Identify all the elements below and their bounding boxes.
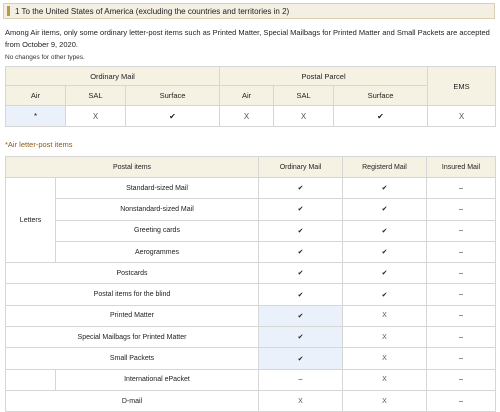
ordinary-cell: ✔ (259, 241, 343, 262)
empty-cell (6, 369, 56, 390)
note-text: No changes for other types. (5, 54, 85, 61)
table-row (6, 178, 496, 199)
insured-cell: – (427, 390, 496, 411)
item-name: Nonstandard-sized Mail (56, 199, 259, 220)
overview-cell: X (274, 106, 334, 127)
overview-ems-header: EMS (428, 67, 496, 106)
registered-cell: ✔ (343, 199, 427, 220)
overview-group-ordinary: Ordinary Mail (6, 67, 220, 86)
item-name: Small Packets (6, 348, 259, 369)
table-row (6, 390, 496, 411)
registered-cell: ✔ (343, 220, 427, 241)
registered-cell: ✔ (343, 241, 427, 262)
ordinary-cell: ✔ (259, 263, 343, 284)
insured-cell: – (427, 199, 496, 220)
registered-cell: ✔ (343, 263, 427, 284)
ordinary-cell: ✔ (259, 284, 343, 305)
item-name: Standard-sized Mail (56, 178, 259, 199)
ordinary-cell: ✔ (259, 178, 343, 199)
overview-cell: X (428, 106, 496, 127)
item-name: D-mail (6, 390, 259, 411)
ordinary-cell: X (259, 390, 343, 411)
insured-cell: – (427, 348, 496, 369)
ordinary-cell: – (259, 369, 343, 390)
intro-text: Among Air items, only some ordinary letter-post items such as Printed Matter, Special Mailbags for Printed Matter and Small Packets are accepted from October 9, 2020. (5, 28, 490, 49)
table-row (6, 263, 496, 284)
registered-cell: X (343, 348, 427, 369)
items-header: Postal items (6, 157, 259, 178)
overview-sub-header: Air (6, 86, 66, 106)
overview-sub-header: Surface (334, 86, 428, 106)
ordinary-cell: ✔ (259, 348, 343, 369)
item-name: International ePacket (56, 369, 259, 390)
header-accent-bar (7, 6, 10, 16)
letter-post-items-table (5, 156, 496, 412)
insured-cell: – (427, 263, 496, 284)
overview-cell: ✔ (126, 106, 220, 127)
insured-cell: – (427, 220, 496, 241)
table-row (6, 327, 496, 348)
registered-cell: X (343, 305, 427, 326)
table-row (6, 241, 496, 262)
table-row (6, 348, 496, 369)
overview-cell: X (220, 106, 274, 127)
overview-group-parcel: Postal Parcel (220, 67, 428, 86)
ordinary-cell: ✔ (259, 199, 343, 220)
section-header (3, 3, 495, 19)
table-row (6, 284, 496, 305)
overview-sub-header: SAL (66, 86, 126, 106)
insured-cell: – (427, 178, 496, 199)
items-header: Ordinary Mail (259, 157, 343, 178)
registered-cell: ✔ (343, 178, 427, 199)
item-name: Special Mailbags for Printed Matter (6, 327, 259, 348)
insured-cell: – (427, 284, 496, 305)
overview-cell: X (66, 106, 126, 127)
section-title: 1 To the United States of America (excluding the countries and territories in 2) (15, 6, 290, 16)
items-header: Insured Mail (427, 157, 496, 178)
overview-sub-header: SAL (274, 86, 334, 106)
overview-cell: ✔ (334, 106, 428, 127)
item-name: Postcards (6, 263, 259, 284)
registered-cell: X (343, 327, 427, 348)
table-row (6, 305, 496, 326)
ordinary-cell: ✔ (259, 220, 343, 241)
air-letter-post-subtitle: *Air letter-post items (5, 140, 73, 149)
table-row (6, 220, 496, 241)
table-row (6, 369, 496, 390)
letters-group-label: Letters (6, 178, 56, 263)
overview-table (5, 66, 496, 127)
item-name: Postal items for the blind (6, 284, 259, 305)
ordinary-cell: ✔ (259, 305, 343, 326)
registered-cell: X (343, 369, 427, 390)
overview-cell-air-link[interactable]: * (6, 106, 66, 127)
items-header: Registerd Mail (343, 157, 427, 178)
overview-sub-header: Air (220, 86, 274, 106)
registered-cell: ✔ (343, 284, 427, 305)
insured-cell: – (427, 369, 496, 390)
item-name: Greeting cards (56, 220, 259, 241)
insured-cell: – (427, 327, 496, 348)
table-row (6, 199, 496, 220)
ordinary-cell: ✔ (259, 327, 343, 348)
insured-cell: – (427, 241, 496, 262)
registered-cell: X (343, 390, 427, 411)
item-name: Aerogrammes (56, 241, 259, 262)
item-name: Printed Matter (6, 305, 259, 326)
insured-cell: – (427, 305, 496, 326)
overview-sub-header: Surface (126, 86, 220, 106)
